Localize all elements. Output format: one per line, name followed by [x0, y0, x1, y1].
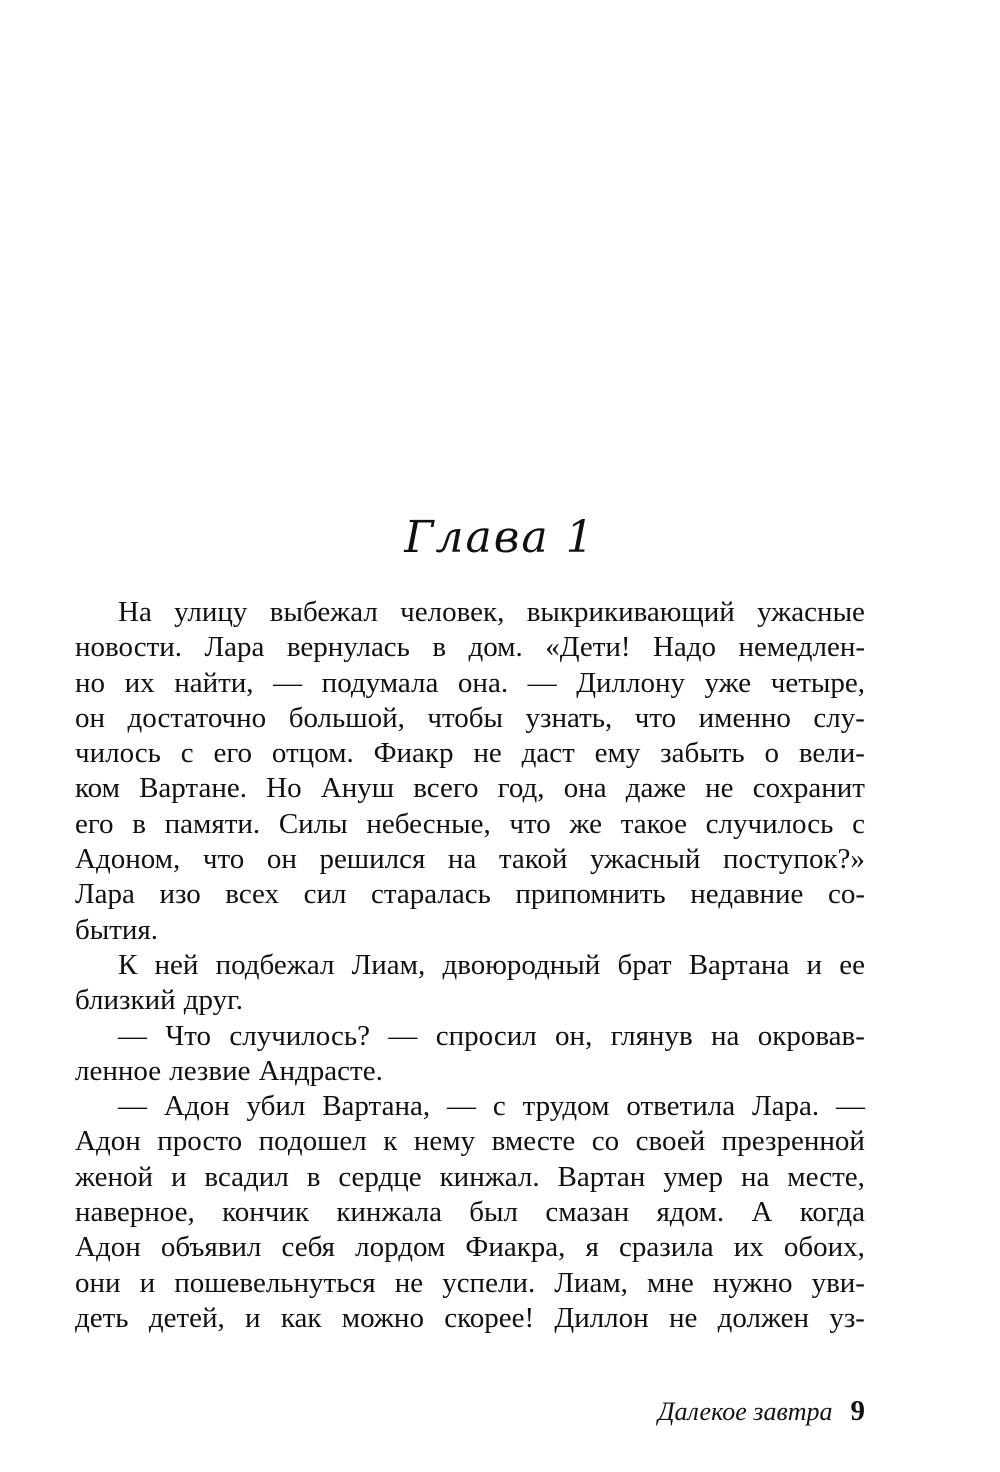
text-line: Адоном, что он решился на такой ужасный поступок?»: [75, 843, 865, 876]
text-line: они и пошевельнуться не успели. Лиам, мне нужно уви-: [75, 1266, 865, 1299]
book-title: Далекое завтра: [658, 1397, 833, 1426]
text-line: Адон просто подошел к нему вместе со своей презренной: [75, 1125, 865, 1158]
text-line: близкий друг.: [75, 984, 243, 1017]
text-line: ком Вартане. Но Ануш всего год, она даже не сохранит: [75, 772, 865, 805]
text-line: новости. Лара вернулась в дом. «Дети! Надо немедлен-: [75, 631, 865, 664]
chapter-heading: Глава 1: [404, 512, 596, 563]
text-line: его в памяти. Силы небесные, что же такое случилось с: [75, 807, 865, 840]
text-line: — Что случилось? — спросил он, глянув на окровав-: [118, 1019, 865, 1052]
text-line: наверное, кончик кинжала был смазан ядом. А когда: [75, 1196, 865, 1229]
text-line: бытия.: [75, 913, 159, 946]
running-footer: [658, 1393, 865, 1434]
text-line: он достаточно большой, чтобы узнать, что именно слу-: [75, 701, 865, 734]
text-line: Лара изо всех сил старалась припомнить недавние со-: [75, 878, 865, 911]
text-line: чилось с его отцом. Фиакр не даст ему забыть о вели-: [75, 737, 865, 770]
text-line: женой и всадил в сердце кинжал. Вартан умер на месте,: [75, 1160, 865, 1193]
text-line: Адон объявил себя лордом Фиакра, я сразила их обоих,: [75, 1231, 865, 1264]
text-line: но их найти, — подумала она. — Диллону уже четыре,: [75, 666, 865, 699]
body-text: [75, 595, 865, 1336]
text-line: На улицу выбежал человек, выкрикивающий ужасные: [118, 596, 865, 628]
page-number: 9: [850, 1395, 865, 1427]
text-line: ленное лезвие Андрасте.: [75, 1054, 383, 1087]
text-line: — Адон убил Вартана, — с трудом ответила Лара. —: [118, 1090, 865, 1123]
text-line: К ней подбежал Лиам, двоюродный брат Вартана и ее: [118, 948, 865, 981]
text-line: деть детей, и как можно скорее! Диллон не должен уз-: [75, 1301, 865, 1334]
